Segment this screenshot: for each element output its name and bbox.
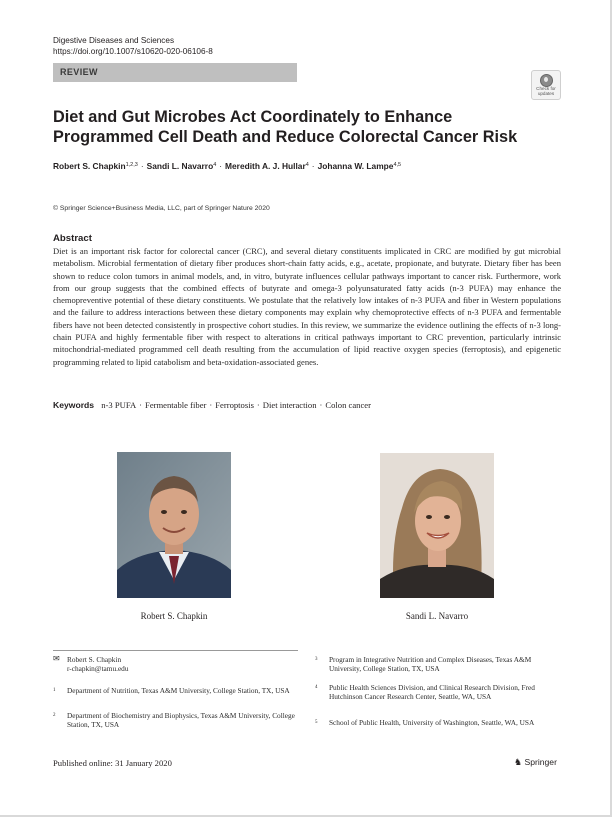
author-separator: · xyxy=(311,161,315,171)
article-title: Diet and Gut Microbes Act Coordinately to Enhance Programmed Cell Death and Reduce Colorectal Cancer Risk xyxy=(53,108,518,146)
author-name[interactable]: Meredith A. J. Hullar xyxy=(225,161,306,171)
footnote-divider xyxy=(53,650,298,651)
check-for-updates-badge[interactable] xyxy=(531,70,561,100)
affiliation-number: 2 xyxy=(53,713,56,718)
affiliation-number: 3 xyxy=(315,657,318,662)
publisher-name: Springer xyxy=(524,757,557,767)
check-updates-text: Check for updates xyxy=(536,86,556,97)
section-label: REVIEW xyxy=(60,67,98,77)
abstract-body: Diet is an important risk factor for colorectal cancer (CRC), and several dietary constituents implicated in CRC are modified by gut microbial metabolism. Microbial fermentation of dietary fiber produces short-chain fatty acids, e.g., acetate, propionate, and butyrate. Dietary fiber has been shown to reduce colon tumors in animal models, and, in vitro, butyrate influences cellular pathways important to cancer risk. Furthermore, work from our group suggests that the combined effects of butyrate and omega-3 polyunsaturated fatty acids (n-3 PUFA) may enhance the chemopreventive potential of these dietary constituents. We postulate that the relatively low intakes of n-3 PUFA and fiber in Western populations and the failure to address interactions between these dietary components may explain why chemoprotective effects of n-3 PUFA and fermentable fibers have not been detected consistently in prospective cohort studies. In this review, we summarize the evidence outlining the effects of n-3 long-chain PUFA and highly fermentable fiber with respect to alterations in critical pathways important to CRC prevention, particularly intrinsic mitochondrial-mediated programmed cell death resulting from the accumulation of lipid reactive oxygen species (ferroptosis), and epigenetic programming related to lipid catabolism and beta-oxidation-associated genes. xyxy=(53,246,561,367)
affiliation-text: Public Health Sciences Division, and Clinical Research Division, Fred Hutchinson Cancer Research Center, Seattle, WA, USA xyxy=(329,683,535,702)
affiliation-note xyxy=(315,655,560,675)
author-affiliation: 1,2,3 xyxy=(125,162,138,168)
affiliation-note xyxy=(315,683,560,713)
author-separator: · xyxy=(140,161,144,171)
envelope-icon: ✉ xyxy=(53,654,60,663)
doi-link[interactable]: https://doi.org/10.1007/s10620-020-06106-8 xyxy=(53,47,213,56)
keyword-separator: · xyxy=(209,400,213,410)
published-date: Published online: 31 January 2020 xyxy=(53,758,172,768)
affiliation-number: 5 xyxy=(315,720,318,725)
author-affiliation: 4,5 xyxy=(393,162,402,168)
author-name[interactable]: Sandi L. Navarro xyxy=(146,161,214,171)
copyright-notice: © Springer Science+Business Media, LLC, part of Springer Nature 2020 xyxy=(53,205,270,212)
keyword-item: Ferroptosis xyxy=(215,400,254,410)
affiliation-text: Department of Nutrition, Texas A&M University, College Station, TX, USA xyxy=(67,686,290,695)
portrait-illustration xyxy=(380,453,494,598)
keyword-item: Colon cancer xyxy=(325,400,371,410)
author-name[interactable]: Robert S. Chapkin xyxy=(53,161,126,171)
keywords-line xyxy=(53,400,371,410)
keyword-item: Fermentable fiber xyxy=(145,400,207,410)
photo-caption: Sandi L. Navarro xyxy=(405,611,469,621)
affiliation-text: School of Public Health, University of Washington, Seattle, WA, USA xyxy=(329,718,535,727)
section-bar xyxy=(53,63,297,82)
affiliation-number: 1 xyxy=(53,688,56,693)
keyword-separator: · xyxy=(139,400,143,410)
affiliation-text: Program in Integrative Nutrition and Complex Diseases, Texas A&M University, College Station, TX, USA xyxy=(329,655,532,674)
journal-header xyxy=(53,35,213,57)
keyword-item: Diet interaction xyxy=(262,400,317,410)
affiliation-note xyxy=(53,711,303,731)
author-affiliation: 4 xyxy=(213,162,217,168)
keyword-separator: · xyxy=(256,400,260,410)
keyword-item: n-3 PUFA xyxy=(101,400,137,410)
keywords-label: Keywords xyxy=(53,400,95,410)
author-list xyxy=(53,161,563,171)
author-photo-navarro xyxy=(380,453,494,598)
keyword-separator: · xyxy=(319,400,323,410)
affiliation-number: 4 xyxy=(315,685,318,690)
correspondence-name: Robert S. Chapkin xyxy=(67,655,122,664)
author-photo-chapkin xyxy=(117,452,231,598)
correspondence-email[interactable]: r-chapkin@tamu.edu xyxy=(67,664,129,674)
author-separator: · xyxy=(219,161,223,171)
affiliation-note xyxy=(53,686,303,706)
author-name[interactable]: Johanna W. Lampe xyxy=(317,161,394,171)
publisher-logo[interactable] xyxy=(514,757,557,768)
abstract-heading: Abstract xyxy=(53,233,92,244)
photo-caption: Robert S. Chapkin xyxy=(140,611,208,621)
portrait-illustration xyxy=(117,452,231,598)
springer-horse-icon: ♞ xyxy=(514,757,523,767)
author-affiliation: 4 xyxy=(305,162,309,168)
affiliation-note xyxy=(315,718,560,738)
affiliation-text: Department of Biochemistry and Biophysics, Texas A&M University, College Station, TX, USA xyxy=(67,711,295,730)
correspondence-note xyxy=(53,655,303,677)
journal-name: Digestive Diseases and Sciences xyxy=(53,36,175,45)
